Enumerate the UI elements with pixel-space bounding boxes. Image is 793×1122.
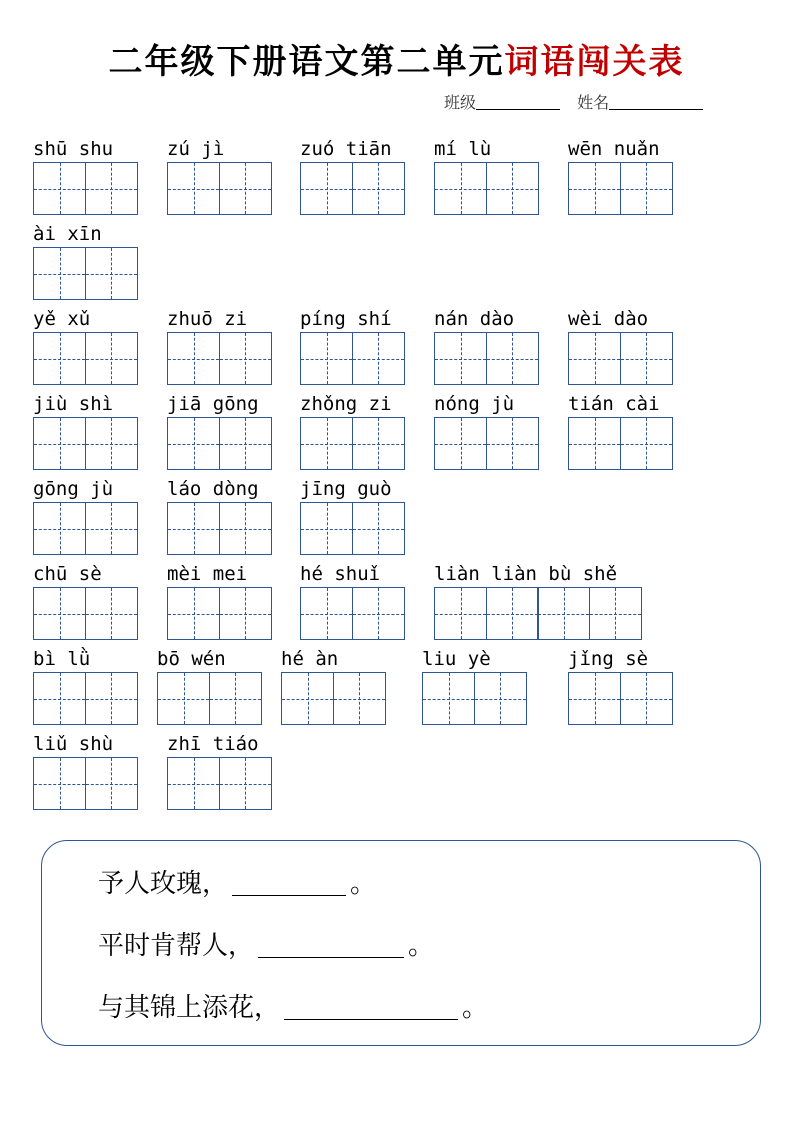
tian-grid [33,672,136,725]
tian-grid [33,587,136,640]
pinyin-label: jiā gōng [167,393,259,415]
tian-grid [300,162,403,215]
write-cell[interactable] [620,332,673,385]
pinyin-label: jīng guò [300,478,392,500]
write-cell[interactable] [219,332,272,385]
tian-grid [167,162,270,215]
tian-grid [422,672,525,725]
write-cell[interactable] [486,162,539,215]
pinyin-label: bì lǜ [33,648,91,670]
write-cell[interactable] [568,162,621,215]
write-cell[interactable] [568,417,621,470]
write-cell[interactable] [281,672,334,725]
sentence-blank[interactable] [232,871,346,896]
sentence-line-2 [98,925,434,962]
tian-grid [33,162,136,215]
sentence-end: 。 [462,993,489,1023]
write-cell[interactable] [33,587,86,640]
tian-grid [434,587,640,640]
tian-grid [167,332,270,385]
write-cell[interactable] [422,672,475,725]
tian-grid [300,332,403,385]
sentence-end: 。 [350,869,377,899]
write-cell[interactable] [219,417,272,470]
pinyin-label: jǐng sè [568,648,649,670]
write-cell[interactable] [434,587,487,640]
pinyin-label: liǔ shù [33,733,114,755]
tian-grid [300,502,403,555]
write-cell[interactable] [157,672,210,725]
name-blank[interactable] [609,93,703,110]
write-cell[interactable] [486,587,539,640]
pinyin-label: zú jì [167,138,225,160]
tian-grid [281,672,384,725]
tian-grid [167,417,270,470]
write-cell[interactable] [33,332,86,385]
write-cell[interactable] [474,672,527,725]
tian-grid [33,757,136,810]
pinyin-label: ài xīn [33,223,102,245]
tian-grid [33,417,136,470]
tian-grid [167,757,270,810]
write-cell[interactable] [167,332,220,385]
pinyin-label: tián cài [568,393,660,415]
tian-grid [33,332,136,385]
tian-grid [434,162,537,215]
write-cell[interactable] [434,332,487,385]
write-cell[interactable] [300,587,353,640]
write-cell[interactable] [85,587,138,640]
pinyin-label: zuó tiān [300,138,392,160]
tian-grid [300,417,403,470]
pinyin-label: nán dào [434,308,515,330]
write-cell[interactable] [352,417,405,470]
class-blank[interactable] [476,93,560,110]
write-cell[interactable] [167,757,220,810]
write-cell[interactable] [352,162,405,215]
write-cell[interactable] [85,502,138,555]
student-info [444,90,734,113]
write-cell[interactable] [85,332,138,385]
write-cell[interactable] [85,757,138,810]
pinyin-label: mí lù [434,138,492,160]
write-cell[interactable] [434,417,487,470]
sentence-text: 予人玫瑰， [98,869,229,899]
write-cell[interactable] [434,162,487,215]
write-cell[interactable] [620,417,673,470]
write-cell[interactable] [167,502,220,555]
write-cell[interactable] [589,587,642,640]
tian-grid [568,162,671,215]
write-cell[interactable] [167,417,220,470]
pinyin-label: liàn liàn bù shě [434,563,618,585]
pinyin-label: hé shuǐ [300,563,381,585]
write-cell[interactable] [352,502,405,555]
tian-grid [167,587,270,640]
write-cell[interactable] [333,672,386,725]
write-cell[interactable] [300,162,353,215]
write-cell[interactable] [620,672,673,725]
write-cell[interactable] [85,672,138,725]
tian-grid [434,417,537,470]
name-label: 姓名 [577,93,610,112]
pinyin-label: yě xǔ [33,308,91,330]
write-cell[interactable] [167,162,220,215]
pinyin-label: gōng jù [33,478,114,500]
write-cell[interactable] [85,247,138,300]
write-cell[interactable] [486,417,539,470]
title-accent: 词语闯关表 [504,42,685,82]
write-cell[interactable] [219,587,272,640]
write-cell[interactable] [219,757,272,810]
pinyin-label: hé àn [281,648,339,670]
pinyin-label: wēn nuǎn [568,138,660,160]
write-cell[interactable] [33,502,86,555]
write-cell[interactable] [33,417,86,470]
write-cell[interactable] [33,162,86,215]
pinyin-label: jiù shì [33,393,114,415]
tian-grid [434,332,537,385]
write-cell[interactable] [352,587,405,640]
write-cell[interactable] [219,162,272,215]
pinyin-label: zhǒng zi [300,393,392,415]
class-label: 班级 [444,93,477,112]
sentence-text: 平时肯帮人， [98,931,255,961]
write-cell[interactable] [300,502,353,555]
sentence-text: 与其锦上添花， [98,993,281,1023]
pinyin-label: bō wén [157,648,226,670]
write-cell[interactable] [352,332,405,385]
title-main: 二年级下册语文第二单元 [108,42,505,82]
pinyin-label: wèi dào [568,308,649,330]
tian-grid [33,502,136,555]
pinyin-label: chū sè [33,563,102,585]
tian-grid [300,587,403,640]
pinyin-label: nóng jù [434,393,515,415]
write-cell[interactable] [167,587,220,640]
write-cell[interactable] [85,417,138,470]
pinyin-label: zhī tiáo [167,733,259,755]
write-cell[interactable] [33,757,86,810]
tian-grid [568,332,671,385]
write-cell[interactable] [219,502,272,555]
sentence-end: 。 [408,931,435,961]
write-cell[interactable] [300,332,353,385]
sentence-blank[interactable] [258,933,404,958]
sentence-box [41,840,761,1046]
write-cell[interactable] [537,587,590,640]
write-cell[interactable] [209,672,262,725]
write-cell[interactable] [33,247,86,300]
sentence-line-3 [98,987,488,1024]
tian-grid [167,502,270,555]
page-title [0,34,793,83]
pinyin-label: píng shí [300,308,392,330]
write-cell[interactable] [568,672,621,725]
tian-grid [157,672,260,725]
write-cell[interactable] [486,332,539,385]
pinyin-label: mèi mei [167,563,248,585]
write-cell[interactable] [300,417,353,470]
pinyin-label: shū shu [33,138,114,160]
sentence-blank[interactable] [284,995,458,1020]
tian-grid [33,247,136,300]
sentence-line-1 [98,863,376,900]
pinyin-label: láo dòng [167,478,259,500]
tian-grid [568,672,671,725]
write-cell[interactable] [33,672,86,725]
write-cell[interactable] [620,162,673,215]
write-cell[interactable] [85,162,138,215]
pinyin-label: liu yè [422,648,491,670]
write-cell[interactable] [568,332,621,385]
tian-grid [568,417,671,470]
pinyin-label: zhuō zi [167,308,248,330]
